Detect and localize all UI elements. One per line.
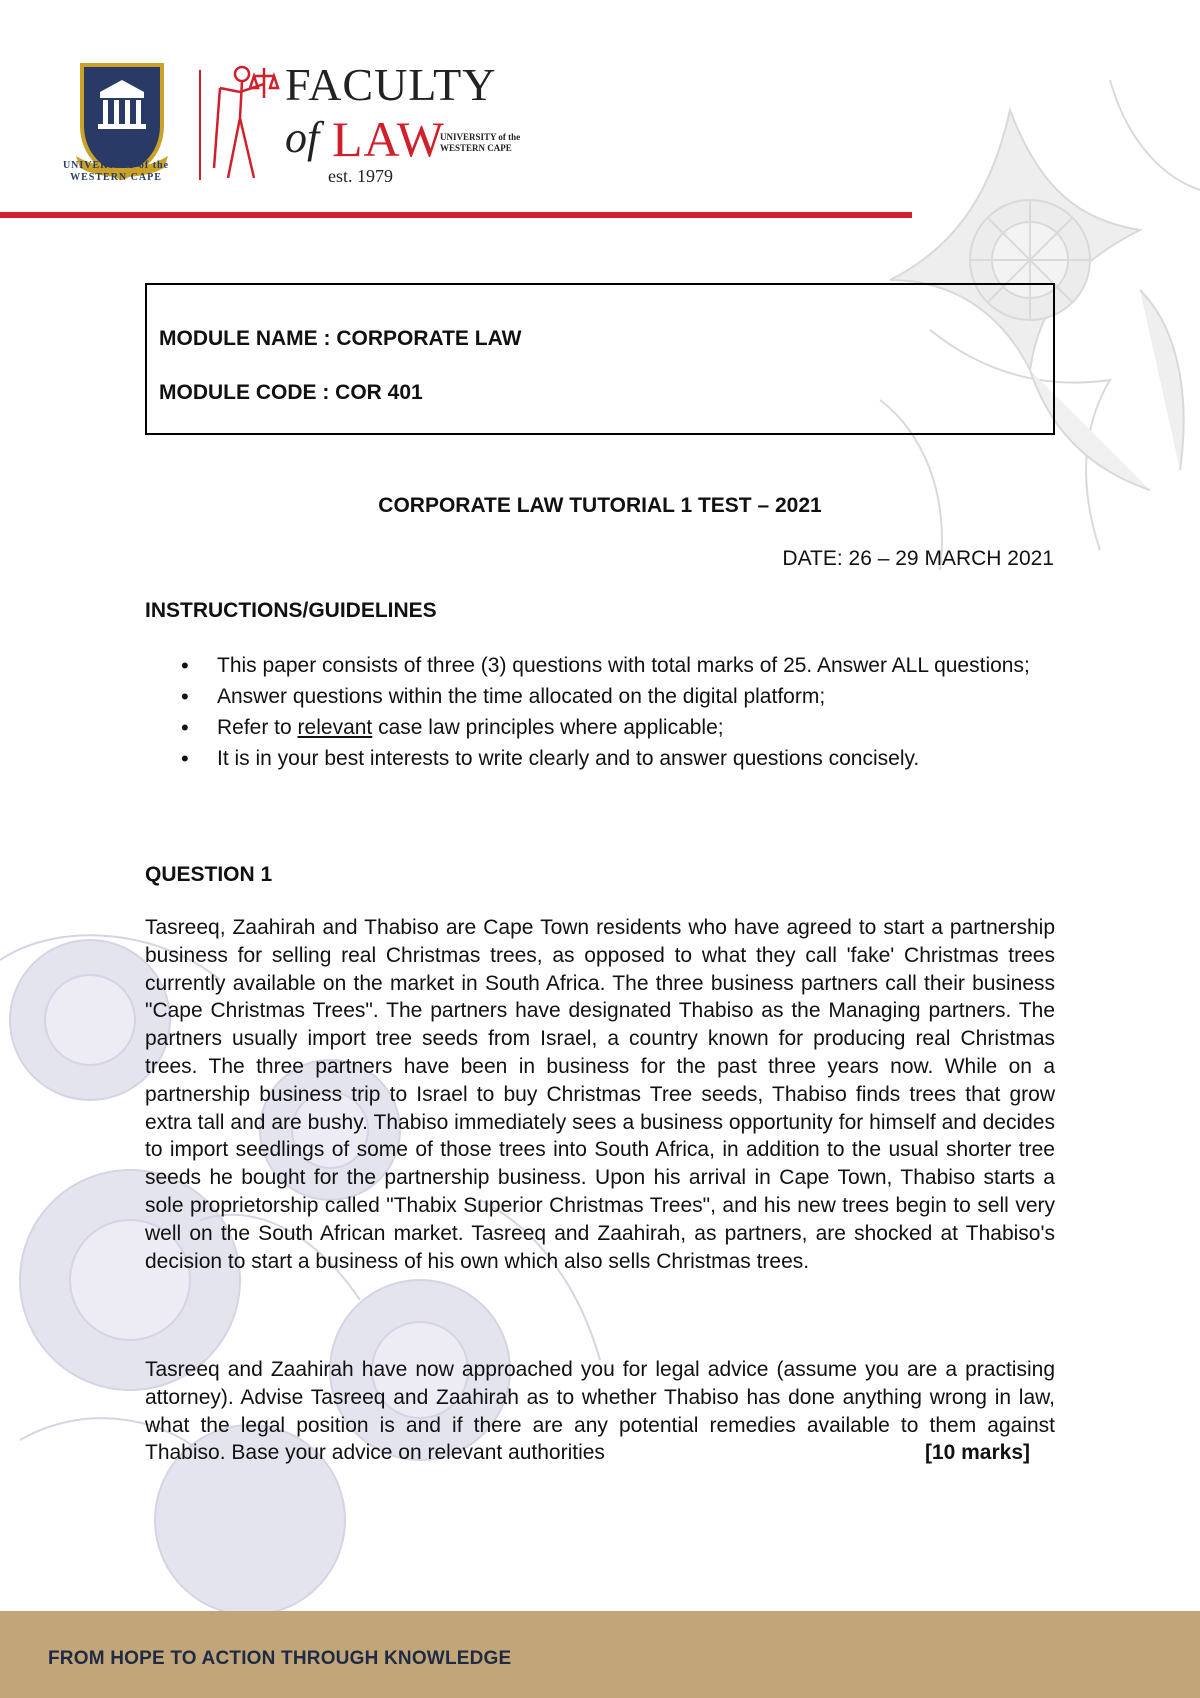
header-red-rule	[0, 212, 912, 218]
of-wordmark: of	[285, 113, 320, 162]
module-info-box	[145, 283, 1055, 435]
header-divider	[199, 70, 201, 180]
instructions-list	[145, 650, 1055, 774]
module-name: MODULE NAME : CORPORATE LAW	[159, 327, 522, 350]
question-1-heading: QUESTION 1	[145, 863, 273, 886]
established-year: est. 1979	[328, 166, 393, 186]
instruction-item: • Answer questions within the time allocated on the digital platform;	[145, 681, 1055, 712]
instruction-item: • Refer to relevant case law principles where applicable;	[145, 712, 1055, 743]
law-wordmark: LAW	[332, 111, 445, 167]
faculty-wordmark: FACULTY	[285, 59, 497, 110]
footer-slogan: FROM HOPE TO ACTION THROUGH KNOWLEDGE	[48, 1648, 512, 1669]
test-title: CORPORATE LAW TUTORIAL 1 TEST – 2021	[378, 494, 822, 517]
lady-justice-icon	[210, 58, 280, 183]
instruction-item: • It is in your best interests to write clearly and to answer questions concisely.	[145, 743, 1055, 774]
question-1-paragraph-2: Tasreeq and Zaahirah have now approached you for legal advice (assume you are a practising attorney). Advise Tasreeq and Zaahirah as to whether Thabiso has done anything wrong in law, what the legal position is and if there are any potential remedies available to them against Thabiso. Base your advice on relevant authorities [10 marks]	[145, 1358, 1055, 1465]
question-1-paragraph-1: Tasreeq, Zaahirah and Thabiso are Cape Town residents who have agreed to start a partnership business for selling real Christmas trees, as opposed to what they call 'fake' Christmas trees currently available on the market in South Africa. The three business partners call their business "Cape Christmas Trees". The partners have designated Thabiso as the Managing partners. The partners usually import tree seeds from Israel, a country known for producing real Christmas trees. The three partners have been in business for the past three years now. While on a partnership business trip to Israel to buy Christmas Tree seeds, Thabiso finds trees that grow extra tall and are bushy. Thabiso immediately sees a business opportunity for himself and decides to import seedlings of some of those trees into South Africa, in addition to the usual shorter tree seeds he bought for the partnership business. Upon his arrival in Cape Town, Thabiso starts a sole proprietorship called "Thabix Superior Christmas Trees", and his new trees begin to sell very well on the South African market. Tasreeq and Zaahirah, as partners, are shocked at Thabiso's decision to start a business of his own which also sells Christmas trees.	[145, 916, 1055, 1273]
crest-caption: UNIVERSITY of the WESTERN CAPE	[62, 160, 170, 183]
uwc-wordmark-small: UNIVERSITY of the WESTERN CAPE	[440, 132, 521, 153]
instructions-heading: INSTRUCTIONS/GUIDELINES	[145, 599, 437, 622]
module-code: MODULE CODE : COR 401	[159, 381, 423, 404]
instruction-item: • This paper consists of three (3) questions with total marks of 25. Answer ALL questions;	[145, 650, 1055, 681]
question-1-marks: [10 marks]	[924, 1441, 1030, 1465]
test-date: DATE: 26 – 29 MARCH 2021	[782, 547, 1054, 570]
underlined-relevant: relevant	[297, 716, 373, 739]
